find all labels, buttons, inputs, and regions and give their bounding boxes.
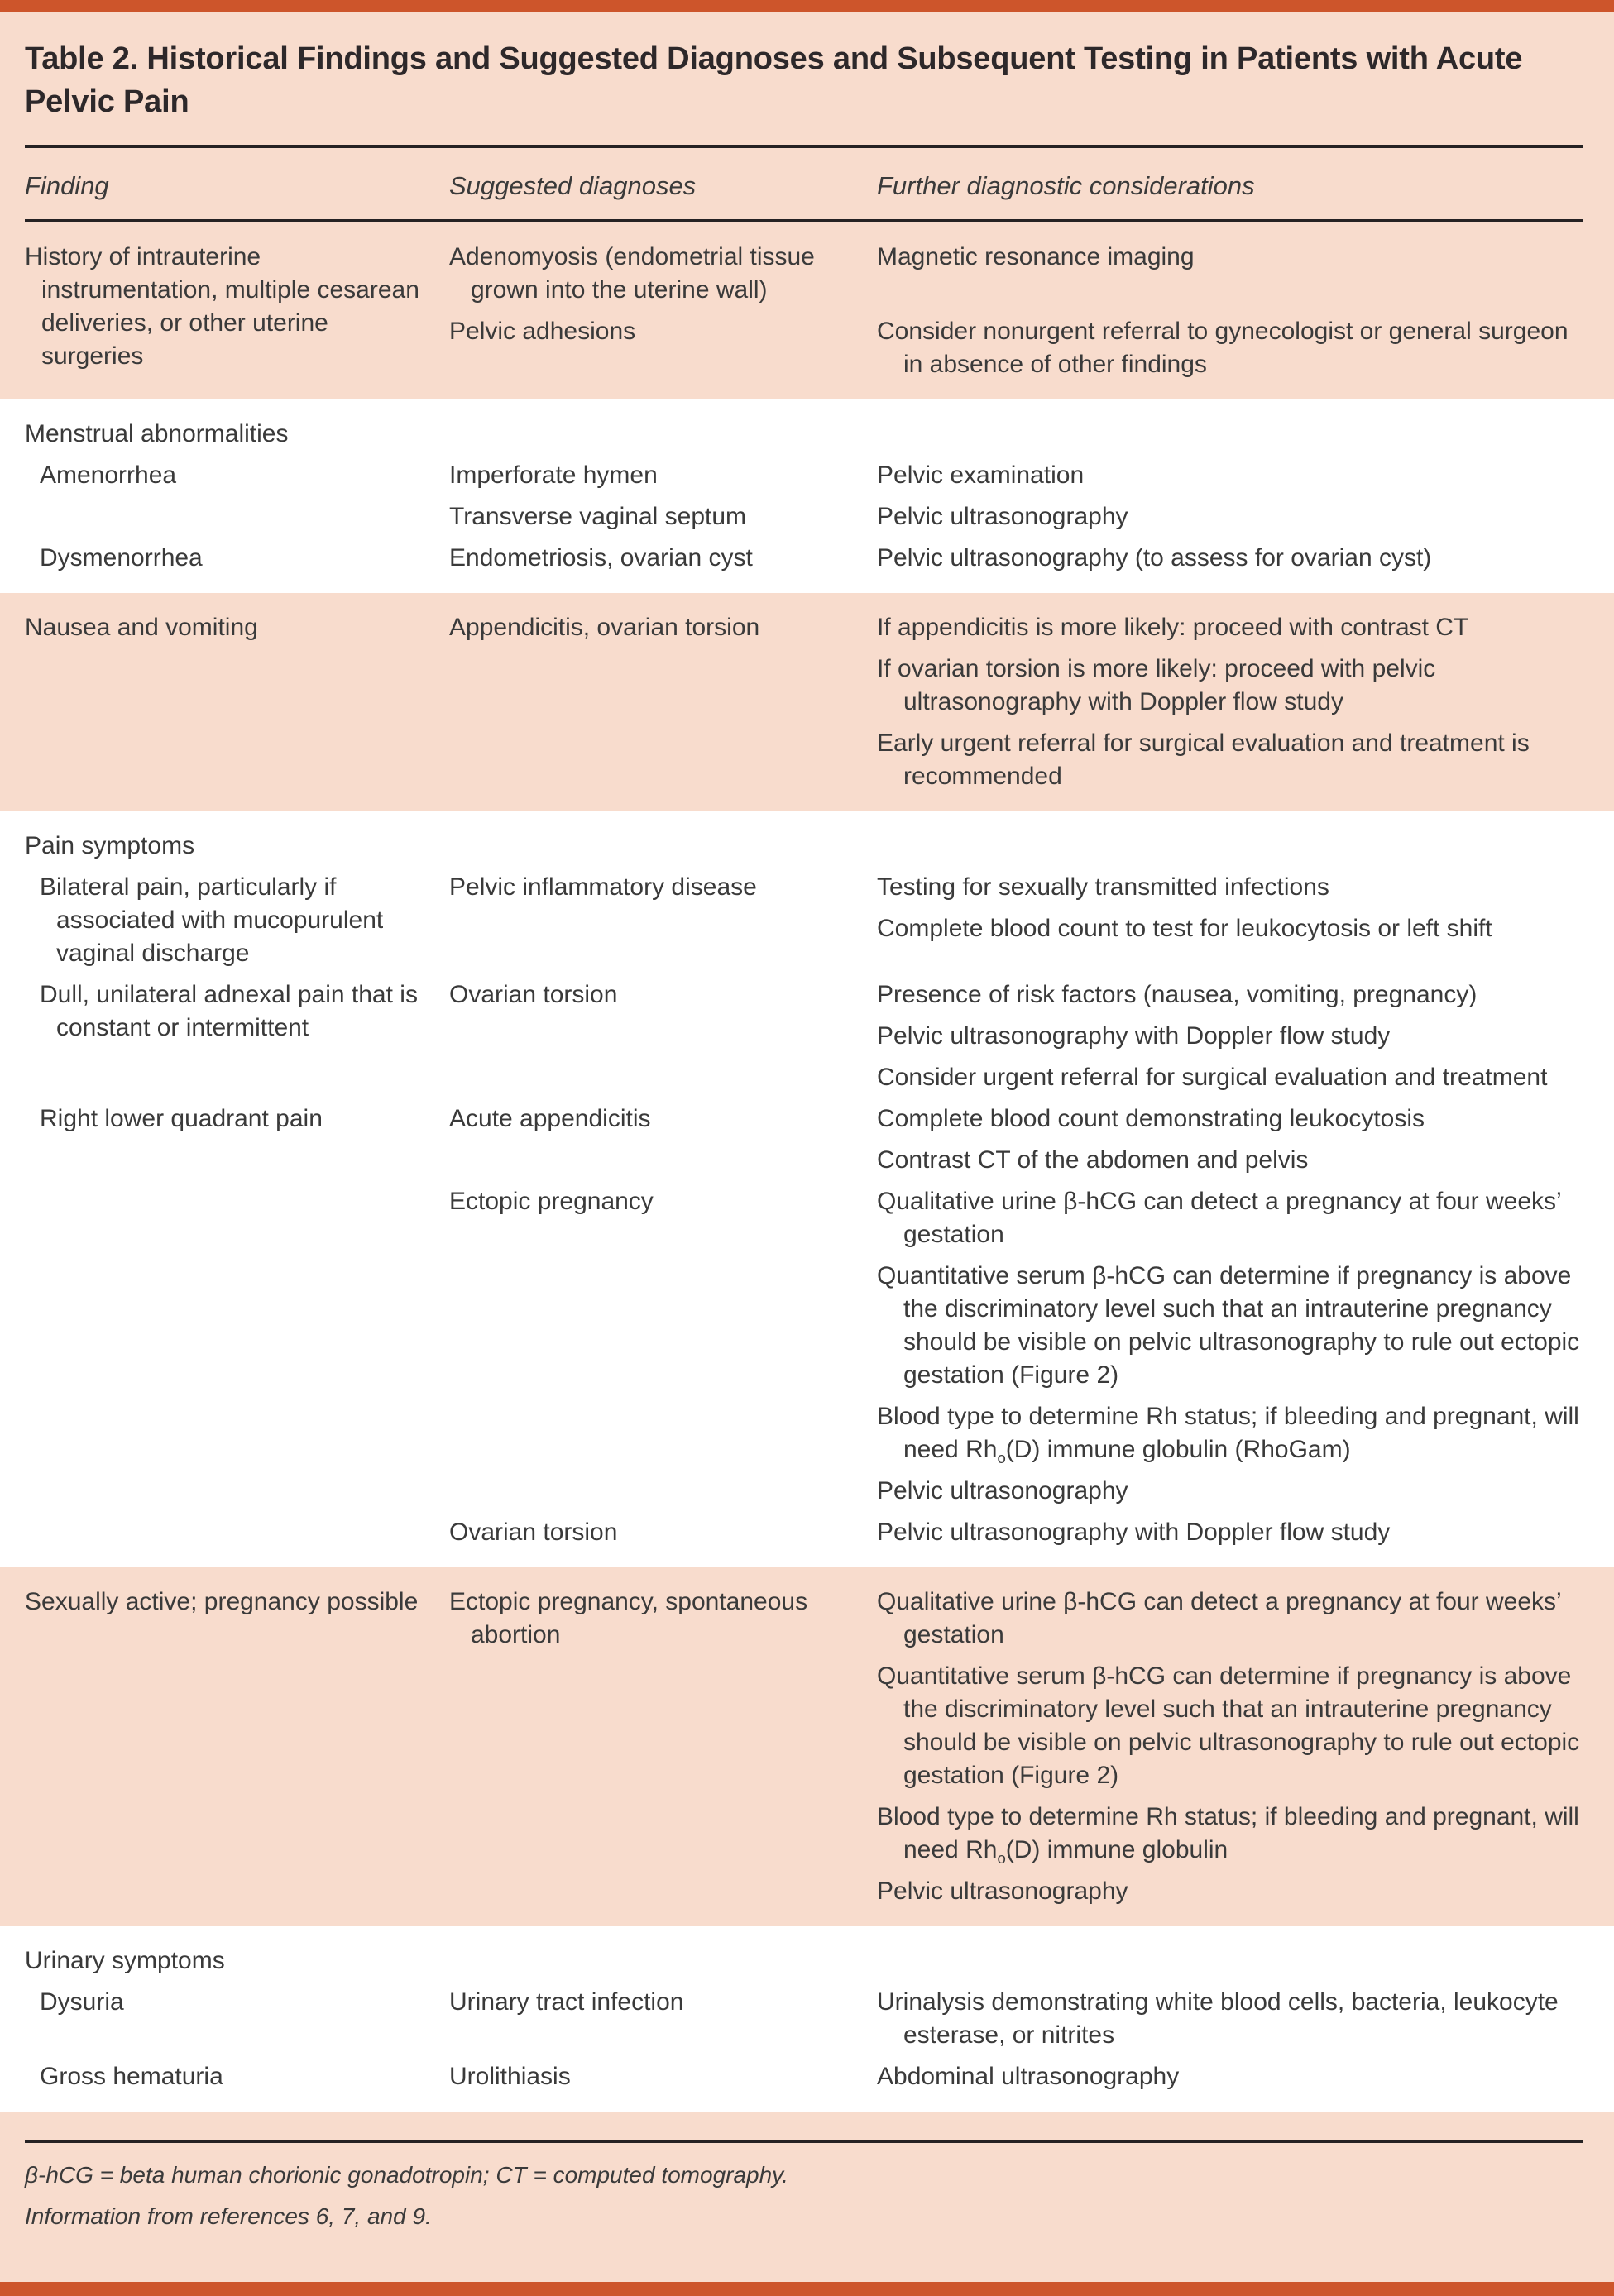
table-row (25, 978, 1583, 1094)
consideration-item: If appendicitis is more likely: proceed with contrast CT (877, 614, 1469, 641)
column-header-row (0, 148, 1614, 219)
finding-cell: Right lower quadrant pain (40, 1105, 323, 1132)
finding-cell: Gross hematuria (40, 2063, 223, 2090)
diagnosis-cell: Urinary tract infection (449, 1988, 684, 2016)
table-section (0, 222, 1614, 399)
diagnosis-cell: Imperforate hymen (449, 462, 658, 489)
consideration-item: Consider urgent referral for surgical evaluation and treatment (877, 1064, 1548, 1091)
table-row (25, 459, 1583, 533)
diagnosis-cell: Urolithiasis (449, 2063, 571, 2090)
bottom-accent-bar (0, 2282, 1614, 2296)
diagnosis-cell: Ovarian torsion (449, 981, 618, 1008)
finding-cell: Bilateral pain, particularly if associated with mucopurulent vaginal discharge (40, 873, 384, 967)
top-accent-bar (0, 0, 1614, 12)
consideration-item: Blood type to determine Rh status; if bleeding and pregnant, will need $Rh_o(D)$ immune globulin (877, 1803, 1579, 1867)
diagnosis-cell: Pelvic inflammatory disease (449, 873, 757, 901)
column-header-suggested-diagnoses: Suggested diagnoses (449, 171, 697, 200)
consideration-item: Pelvic ultrasonography with Doppler flow study (877, 1519, 1391, 1546)
footnote-source: Information from references 6, 7, and 9. (25, 2203, 432, 2229)
footnotes (0, 2143, 1614, 2282)
diagnosis-cell: Ectopic pregnancy (449, 1188, 654, 1215)
table-row (25, 241, 1583, 381)
consideration-item: Pelvic ultrasonography (877, 1877, 1128, 1905)
finding-cell: Nausea and vomiting (25, 614, 258, 641)
consideration-item: Presence of risk factors (nausea, vomiting, pregnancy) (877, 981, 1478, 1008)
footnote-abbreviations: β-hCG = beta human chorionic gonadotropin; CT = computed tomography. (25, 2162, 788, 2188)
considerations-cell (877, 315, 1583, 381)
consideration-item: Testing for sexually transmitted infections (877, 873, 1329, 901)
consideration-item: Complete blood count demonstrating leukocytosis (877, 1105, 1425, 1132)
diagnosis-cell: Ovarian torsion (449, 1519, 618, 1546)
consideration-item: Qualitative urine β-hCG can detect a pregnancy at four weeks’ gestation (877, 1588, 1561, 1648)
diagnosis-cell: Pelvic adhesions (449, 318, 636, 345)
consideration-item: Complete blood count to test for leukocytosis or left shift (877, 915, 1492, 942)
diagnosis-cell: Transverse vaginal septum (449, 503, 747, 530)
table-section (0, 593, 1614, 811)
table-section (0, 811, 1614, 1567)
considerations-cell (877, 1103, 1583, 1177)
table-body (0, 222, 1614, 2112)
consideration-item: Pelvic ultrasonography (877, 503, 1128, 530)
consideration-item: Blood type to determine Rh status; if bleeding and pregnant, will need $Rh_o(D)$ immune globulin (RhoGam) (877, 1403, 1579, 1466)
diagnosis-cell: Appendicitis, ovarian torsion (449, 614, 760, 641)
column-header-finding: Finding (25, 171, 109, 200)
considerations-cell (877, 871, 1583, 970)
considerations-cell (877, 2060, 1583, 2093)
consideration-item: If ovarian torsion is more likely: proceed with pelvic ultrasonography with Doppler flow study (877, 655, 1436, 715)
consideration-item: Magnetic resonance imaging (877, 243, 1195, 270)
considerations-cell (877, 459, 1583, 492)
considerations-cell (877, 241, 1583, 307)
finding-cell: Amenorrhea (40, 462, 177, 489)
table-section (0, 1567, 1614, 1926)
consideration-item: Urinalysis demonstrating white blood cells, bacteria, leukocyte esterase, or nitrites (877, 1988, 1559, 2049)
column-header-further-considerations: Further diagnostic considerations (877, 171, 1255, 200)
finding-cell: History of intrauterine instrumentation, multiple cesarean deliveries, or other uterine surgeries (25, 243, 419, 370)
consideration-item: Quantitative serum β-hCG can determine if pregnancy is above the discriminatory level such that an intrauterine pregnancy should be visible on pelvic ultrasonography to rule out ectopic gestation (Figure 2) (877, 1262, 1580, 1389)
table-row (25, 542, 1583, 575)
consideration-item: Qualitative urine β-hCG can detect a pregnancy at four weeks’ gestation (877, 1188, 1561, 1248)
table-row (25, 871, 1583, 970)
consideration-item: Pelvic ultrasonography (877, 1477, 1128, 1504)
finding-cell: Sexually active; pregnancy possible (25, 1588, 419, 1615)
finding-cell: Dysmenorrhea (40, 544, 203, 572)
consideration-item: Quantitative serum β-hCG can determine if pregnancy is above the discriminatory level such that an intrauterine pregnancy should be visible on pelvic ultrasonography to rule out ectopic gestation (Figure 2) (877, 1662, 1580, 1789)
title-block (0, 12, 1614, 145)
group-header: Pain symptoms (25, 832, 195, 859)
considerations-cell (877, 1516, 1583, 1549)
consideration-item: Consider nonurgent referral to gynecologist or general surgeon in absence of other findings (877, 318, 1569, 378)
diagnosis-cell: Adenomyosis (endometrial tissue grown into the uterine wall) (449, 243, 815, 304)
table-row (25, 2060, 1583, 2093)
table-section (0, 1926, 1614, 2112)
consideration-item: Early urgent referral for surgical evaluation and treatment is recommended (877, 729, 1530, 790)
table-row (25, 611, 1583, 793)
table-footer (0, 2140, 1614, 2282)
table-row (25, 1586, 1583, 1908)
diagnosis-cell: Endometriosis, ovarian cyst (449, 544, 753, 572)
table-row (25, 1986, 1583, 2052)
considerations-cell (877, 1986, 1583, 2052)
table-row (25, 1103, 1583, 1549)
considerations-cell (877, 1185, 1583, 1508)
diagnosis-cell: Ectopic pregnancy, spontaneous abortion (449, 1588, 808, 1648)
considerations-cell (877, 1586, 1583, 1908)
considerations-cell (877, 500, 1583, 533)
table-title: Table 2. Historical Findings and Suggested Diagnoses and Subsequent Testing in Patients with Acute Pelvic Pain (25, 41, 1523, 119)
diagnosis-cell: Acute appendicitis (449, 1105, 651, 1132)
table-section (0, 399, 1614, 593)
consideration-item: Pelvic ultrasonography (to assess for ovarian cyst) (877, 544, 1432, 572)
consideration-item: Abdominal ultrasonography (877, 2063, 1180, 2090)
group-header: Menstrual abnormalities (25, 420, 289, 447)
considerations-cell (877, 611, 1583, 793)
finding-cell: Dysuria (40, 1988, 124, 2016)
consideration-item: Contrast CT of the abdomen and pelvis (877, 1146, 1309, 1174)
consideration-item: Pelvic examination (877, 462, 1085, 489)
group-header: Urinary symptoms (25, 1947, 225, 1974)
finding-cell: Dull, unilateral adnexal pain that is constant or intermittent (40, 981, 418, 1041)
considerations-cell (877, 978, 1583, 1094)
consideration-item: Pelvic ultrasonography with Doppler flow study (877, 1022, 1391, 1050)
considerations-cell (877, 542, 1583, 575)
